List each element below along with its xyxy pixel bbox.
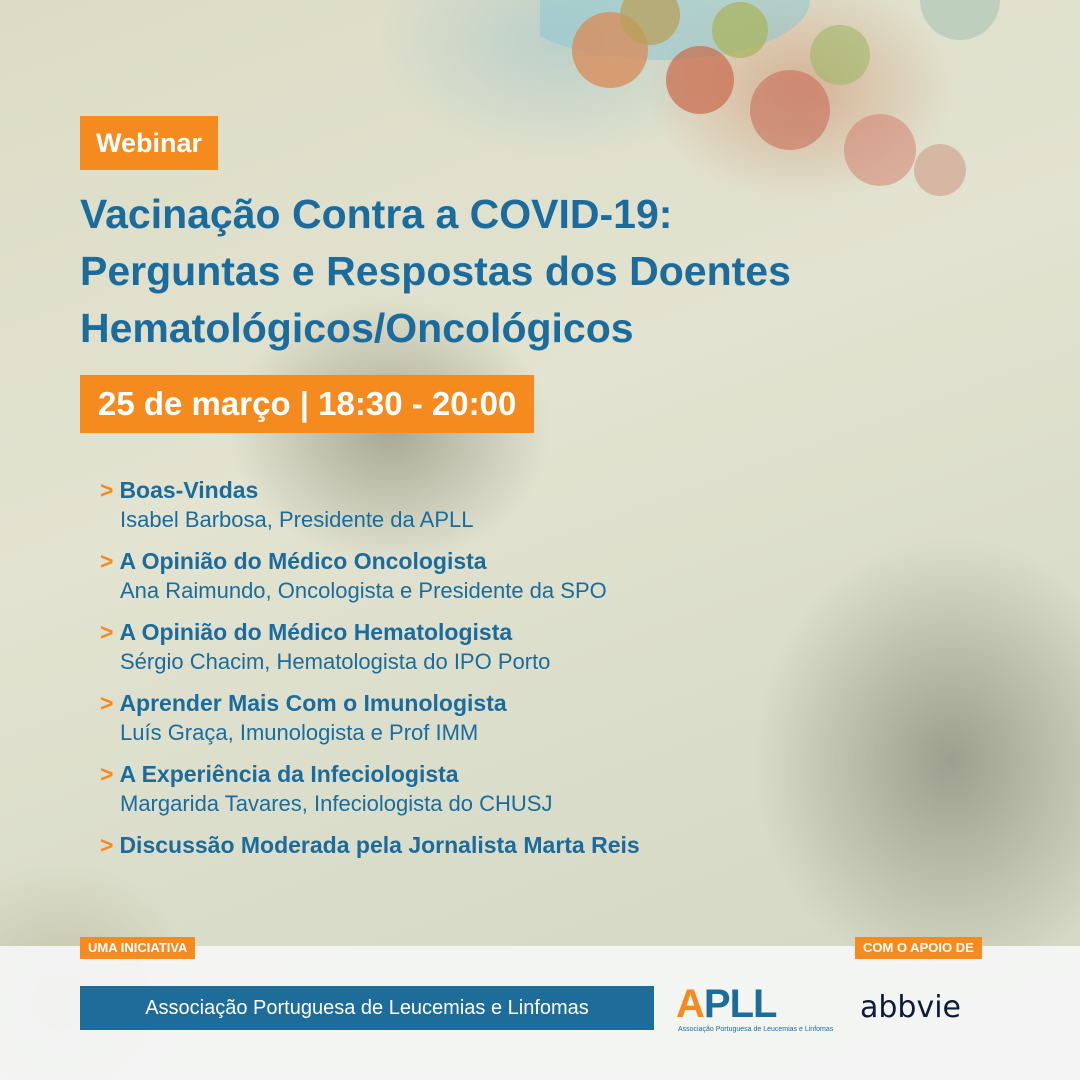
chevron-right-icon: >: [100, 477, 114, 503]
agenda-item-title: Discussão Moderada pela Jornalista Marta Reis: [119, 832, 640, 858]
chevron-right-icon: >: [100, 548, 114, 574]
chevron-right-icon: >: [100, 761, 114, 787]
apll-logo-a: A: [676, 982, 704, 1026]
agenda-item-title: Boas-Vindas: [119, 477, 259, 503]
agenda-item-title: A Opinião do Médico Hematologista: [119, 619, 513, 645]
agenda-item-speaker: Margarida Tavares, Infeciologista do CHUSJ: [120, 791, 553, 816]
apll-logo-tagline: Associação Portuguesa de Leucemias e Linfomas: [678, 1026, 834, 1033]
agenda-item-speaker: Sérgio Chacim, Hematologista do IPO Porto: [120, 649, 551, 674]
initiative-label: UMA INICIATIVA: [80, 937, 195, 959]
webinar-tag: Webinar: [80, 116, 218, 170]
title-line-1: Vacinação Contra a COVID-19:: [80, 191, 673, 237]
chevron-right-icon: >: [100, 832, 114, 858]
agenda-item-title: Aprender Mais Com o Imunologista: [119, 690, 507, 716]
event-title: [80, 186, 980, 357]
association-name: Associação Portuguesa de Leucemias e Linfomas: [80, 986, 654, 1030]
agenda-item-title: A Opinião do Médico Oncologista: [119, 548, 487, 574]
agenda-item: [100, 546, 860, 605]
chevron-right-icon: >: [100, 690, 114, 716]
agenda-item: [100, 617, 860, 676]
agenda-item-speaker: Ana Raimundo, Oncologista e Presidente da SPO: [120, 578, 607, 603]
agenda-item-speaker: Luís Graça, Imunologista e Prof IMM: [120, 720, 479, 745]
date-time-badge: 25 de março | 18:30 - 20:00: [80, 375, 534, 433]
agenda-item-speaker: Isabel Barbosa, Presidente da APLL: [120, 507, 474, 532]
abbvie-logo: abbvie: [860, 990, 962, 1025]
title-line-2: Perguntas e Respostas dos Doentes: [80, 248, 791, 294]
agenda-item: [100, 830, 860, 860]
agenda-item: [100, 759, 860, 818]
chevron-right-icon: >: [100, 619, 114, 645]
agenda-item: [100, 688, 860, 747]
title-line-3: Hematológicos/Oncológicos: [80, 305, 634, 351]
apll-logo-pll: PLL: [703, 982, 777, 1026]
agenda-item: [100, 475, 860, 534]
agenda-item-title: A Experiência da Infeciologista: [119, 761, 459, 787]
support-label: COM O APOIO DE: [855, 937, 982, 959]
apll-logo: [676, 982, 834, 1038]
agenda-list: [100, 475, 860, 872]
